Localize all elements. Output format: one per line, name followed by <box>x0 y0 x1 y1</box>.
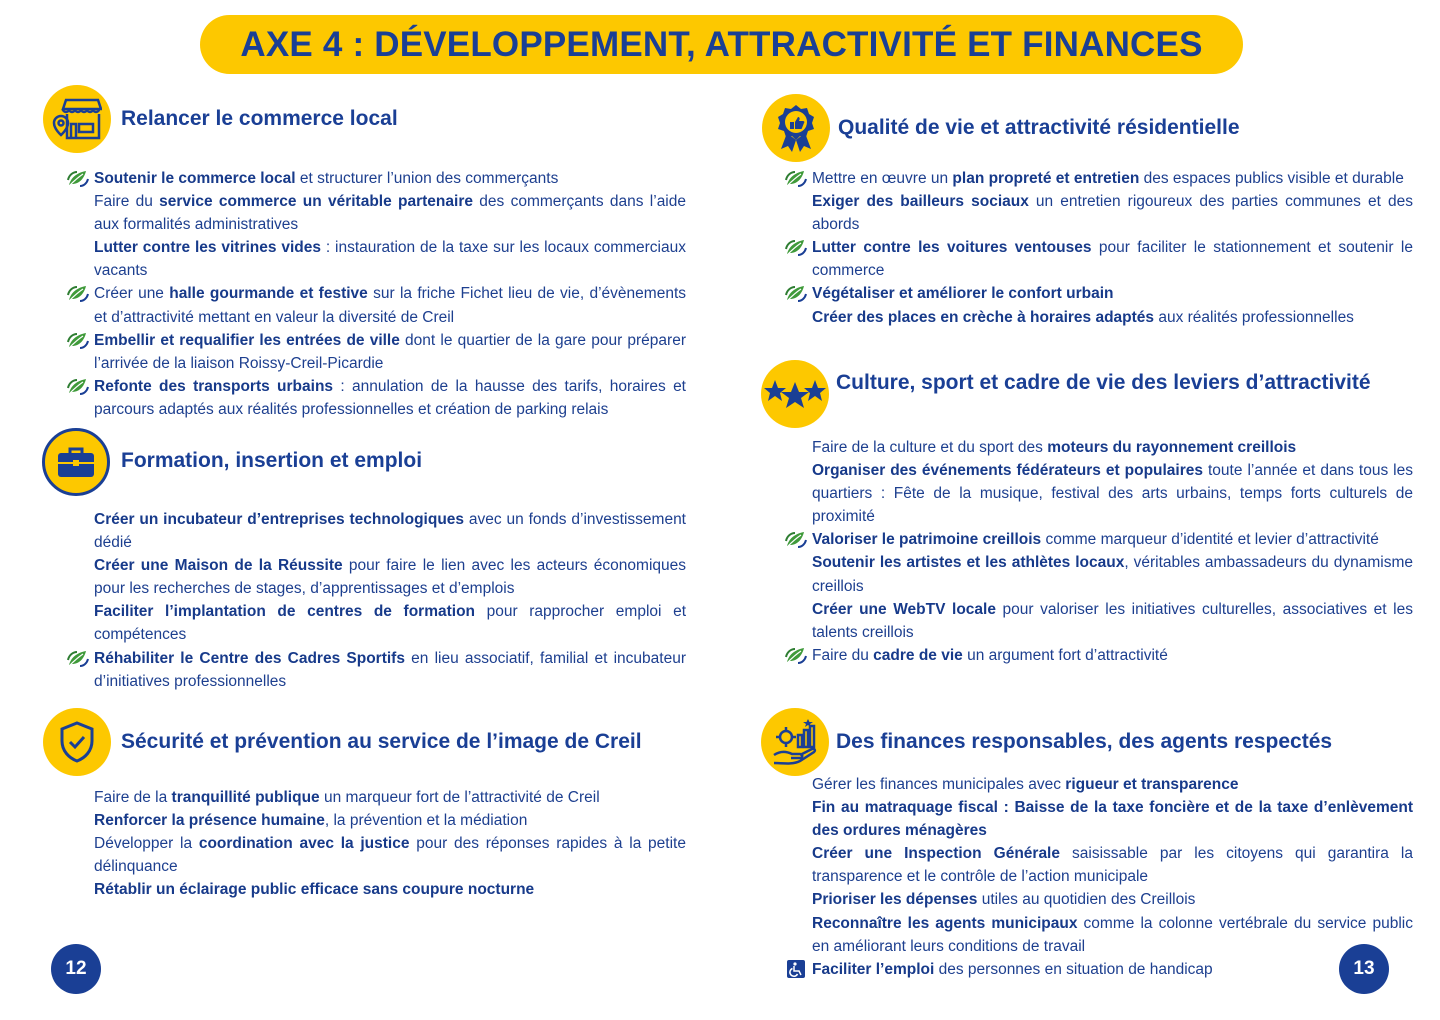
highlight-text: Reconnaître les agents municipaux <box>812 914 1078 932</box>
body-text: pour valoriser les initiatives culturelles, associatives et les talents creillois <box>812 600 1413 641</box>
section-title: Qualité de vie et attractivité résidentielle <box>838 116 1240 139</box>
body-text: pour rapprocher emploi et compétences <box>94 603 687 644</box>
section-title: Sécurité et prévention au service de l’image de Creil <box>121 730 642 753</box>
list-item <box>812 888 1413 911</box>
highlight-text: Refonte des transports urbains <box>94 377 334 395</box>
body-text: Gérer les finances municipales avec <box>812 776 1066 793</box>
ecology-leaf-icon <box>784 283 808 303</box>
section-items <box>812 436 1413 667</box>
highlight-text: Organiser des événements fédérateurs et populaires <box>812 462 1204 480</box>
highlight-text: Valoriser le patrimoine creillois <box>812 531 1042 549</box>
highlight-text: Créer une WebTV locale <box>812 600 996 618</box>
list-item <box>812 598 1413 644</box>
body-text: , la prévention et la médiation <box>324 812 528 830</box>
body-text: en lieu associatif, familial et incubateur d’initiatives professionnelles <box>94 649 686 690</box>
highlight-text: Soutenir le commerce local <box>94 170 296 187</box>
list-item <box>94 167 686 190</box>
highlight-text: Lutter contre les vitrines vides <box>94 239 321 257</box>
list-item <box>812 282 1413 305</box>
body-text: pour faire le lien avec les acteurs économiques pour les recherches de stages, d’apprentissages et d’emplois <box>94 557 686 598</box>
body-text: un marqueur fort de l’attractivité de Creil <box>319 789 600 806</box>
quality-badge-icon <box>762 94 830 162</box>
ecology-leaf-icon <box>784 529 808 549</box>
list-item <box>812 842 1413 888</box>
list-item <box>94 832 686 878</box>
highlight-text: halle gourmande et festive <box>169 285 368 303</box>
body-text: toute l’année et dans tous les quartiers : Fête de la musique, festival des arts urbains, temps forts culturels de proximité <box>812 462 1413 526</box>
three-stars-icon <box>761 360 829 428</box>
list-item <box>94 600 686 646</box>
body-text: des commerçants dans l’aide aux formalités administratives <box>94 193 686 234</box>
body-text: : annulation de la hausse des tarifs, horaires et parcours adaptés aux réalités professionnelles et création de parking relais <box>94 377 686 418</box>
highlight-text: Fin au matraquage fiscal : Baisse de la taxe foncière et de la taxe d’enlèvement des ordures ménagères <box>812 799 1413 840</box>
list-item <box>94 375 686 421</box>
body-text: comme la colonne vertébrale du service public en améliorant leurs conditions de travail <box>812 914 1413 955</box>
ecology-leaf-icon <box>784 645 808 665</box>
section-items <box>812 167 1413 329</box>
highlight-text: Soutenir les artistes et les athlètes locaux <box>812 554 1125 572</box>
list-item <box>812 644 1413 667</box>
body-text: des personnes en situation de handicap <box>934 960 1213 978</box>
list-item <box>812 528 1413 551</box>
highlight-text: plan propreté et entretien <box>952 170 1140 187</box>
section-title: Formation, insertion et emploi <box>121 449 423 472</box>
highlight-text: Créer un incubateur d’entreprises technologiques <box>94 511 465 528</box>
list-item <box>812 436 1413 459</box>
highlight-text: service commerce un véritable partenaire <box>159 193 473 211</box>
ecology-leaf-icon <box>66 648 90 668</box>
highlight-text: Réhabiliter le Centre des Cadres Sportifs <box>94 649 405 667</box>
highlight-text: cadre de vie <box>873 646 963 664</box>
list-item <box>94 508 686 554</box>
ecology-leaf-icon <box>784 168 808 188</box>
list-item <box>94 878 686 901</box>
list-item <box>812 236 1413 282</box>
section-items <box>94 786 686 901</box>
highlight-text: Végétaliser et améliorer le confort urbain <box>812 285 1114 303</box>
body-text: un argument fort d’attractivité <box>962 646 1168 664</box>
highlight-text: moteurs du rayonnement creillois <box>1047 439 1297 456</box>
list-item <box>94 554 686 600</box>
highlight-text: Créer des places en crèche à horaires adaptés <box>812 308 1155 326</box>
list-item <box>812 459 1413 528</box>
list-item <box>812 190 1413 236</box>
highlight-text: coordination avec la justice <box>198 835 410 853</box>
list-item <box>812 306 1413 329</box>
highlight-text: Créer une Inspection Générale <box>812 845 1060 863</box>
briefcase-icon <box>42 428 110 496</box>
list-item <box>812 773 1413 796</box>
body-text: et structurer l’union des commerçants <box>295 170 559 187</box>
body-text: Faire de la <box>94 789 172 806</box>
body-text: dont le quartier de la gare pour préparer l’arrivée de la liaison Roissy-Creil-Picardie <box>94 331 686 372</box>
shop-location-icon <box>43 85 111 153</box>
section-items <box>94 167 686 421</box>
body-text: comme marqueur d’identité et levier d’attractivité <box>1041 531 1379 549</box>
ecology-leaf-icon <box>784 237 808 257</box>
section-title: Relancer le commerce local <box>121 107 398 130</box>
finance-hand-icon <box>761 708 829 776</box>
body-text: aux réalités professionnelles <box>1154 308 1354 326</box>
body-text: utiles au quotidien des Creillois <box>977 891 1196 909</box>
body-text: des espaces publics visible et durable <box>1139 170 1404 187</box>
body-text: saisissable par les citoyens qui garantira la transparence et le contrôle de l’action municipale <box>812 845 1413 886</box>
body-text: pour faciliter le stationnement et soutenir le commerce <box>812 239 1413 280</box>
highlight-text: Exiger des bailleurs sociaux <box>812 193 1029 211</box>
list-item <box>94 786 686 809</box>
body-text: pour des réponses rapides à la petite délinquance <box>94 835 686 876</box>
body-text: Faire du <box>94 193 160 211</box>
section-title: Culture, sport et cadre de vie des leviers d’attractivité <box>836 371 1371 394</box>
list-item <box>812 958 1413 981</box>
list-item <box>94 647 686 693</box>
list-item <box>94 282 686 328</box>
page-number-left: 12 <box>51 944 101 994</box>
axis-title-banner <box>200 15 1243 74</box>
section-title: Des finances responsables, des agents respectés <box>836 730 1333 753</box>
section-items <box>94 508 686 693</box>
list-item <box>812 551 1413 597</box>
highlight-text: Embellir et requalifier les entrées de ville <box>94 331 400 349</box>
ecology-leaf-icon <box>66 283 90 303</box>
highlight-text: Renforcer la présence humaine <box>94 812 325 830</box>
ecology-leaf-icon <box>66 168 90 188</box>
highlight-text: Faciliter l’implantation de centres de formation <box>94 603 476 621</box>
list-item <box>812 912 1413 958</box>
body-text: avec un fonds d’investissement dédié <box>94 511 686 552</box>
highlight-text: Rétablir un éclairage public efficace sans coupure nocturne <box>94 881 535 899</box>
list-item <box>94 329 686 375</box>
ecology-leaf-icon <box>66 330 90 350</box>
highlight-text: Faciliter l’emploi <box>812 960 935 978</box>
body-text: Faire de la culture et du sport des <box>812 439 1048 456</box>
highlight-text: rigueur et transparence <box>1065 776 1239 793</box>
body-text: : instauration de la taxe sur les locaux commerciaux vacants <box>94 239 686 280</box>
body-text: Mettre en œuvre un <box>812 170 953 187</box>
body-text: sur la friche Fichet lieu de vie, d’évènements et d’attractivité mettant en valeur la diversité de Creil <box>94 285 686 326</box>
section-items <box>812 773 1413 981</box>
highlight-text: Prioriser les dépenses <box>812 891 978 909</box>
highlight-text: Créer une Maison de la Réussite <box>94 557 343 575</box>
ecology-leaf-icon <box>66 376 90 396</box>
highlight-text: Lutter contre les voitures ventouses <box>812 239 1092 257</box>
highlight-text: tranquillité publique <box>171 789 320 806</box>
list-item <box>812 167 1413 190</box>
list-item <box>94 809 686 832</box>
axis-title: AXE 4 : DÉVELOPPEMENT, ATTRACTIVITÉ ET FINANCES <box>240 24 1203 64</box>
body-text: Faire du <box>812 646 874 664</box>
body-text: Créer une <box>94 285 170 303</box>
page-number-right: 13 <box>1339 944 1389 994</box>
list-item <box>812 796 1413 842</box>
body-text: , véritables ambassadeurs du dynamisme creillois <box>812 554 1413 595</box>
body-text: Développer la <box>94 835 199 853</box>
shield-check-icon <box>43 708 111 776</box>
list-item <box>94 236 686 282</box>
list-item <box>94 190 686 236</box>
accessibility-icon <box>784 959 808 979</box>
body-text: un entretien rigoureux des parties communes et des abords <box>812 193 1413 234</box>
